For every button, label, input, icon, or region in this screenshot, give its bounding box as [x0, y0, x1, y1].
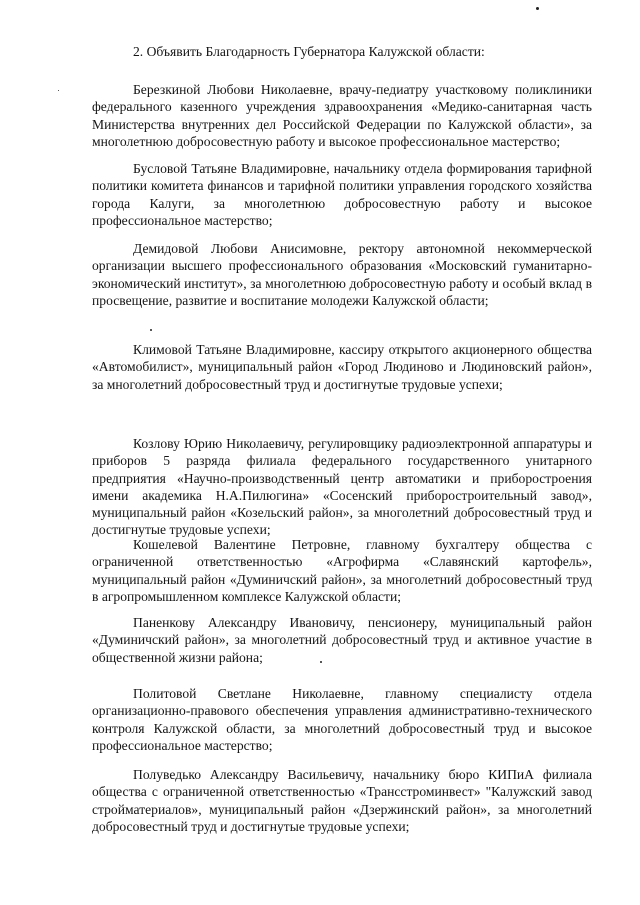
paragraph-poluvedko: Полуведько Александру Васильевичу, начальнику бюро КИПиА филиала общества с ограниченной ответственностью «Трансстроминвест» "Калужский завод стройматериалов», муниципальный район «Дзержинский район», за многолетний добросовестный труд и достигнутые трудовые успехи;	[92, 767, 592, 834]
paragraph-kozlov: Козлову Юрию Николаевичу, регулировщику радиоэлектронной аппаратуры и приборов 5 разряда филиала федерального государственного унитарного предприятия «Научно-производственный центр автоматики и приборостроения имени академика Н.А.Пилюгина» «Сосенский приборостроительный завод», муниципальный район «Козельский район», за многолетний добросовестный труд и достигнутые трудовые успехи;	[92, 436, 592, 538]
paragraph-berezkina: Березкиной Любови Николаевне, врачу-педиатру участковому поликлиники федерального казенного учреждения здравоохранения «Медико-санитарная часть Министерства внутренних дел Российской Федерации по Калужской области», за многолетнюю добросовестную работу и высокое профессиональное мастерство;	[92, 82, 592, 149]
paragraph-politova: Политовой Светлане Николаевне, главному специалисту отдела организационно-правового обеспечения управления административно-технического контроля Калужской области, за многолетний добросовестный труд и высокое профессиональное мастерство;	[92, 686, 592, 753]
scan-speck	[320, 661, 322, 663]
section-heading: 2. Объявить Благодарность Губернатора Калужской области:	[133, 44, 485, 59]
paragraph-demidova: Демидовой Любови Анисимовне, ректору автономной некоммерческой организации высшего профессионального образования «Московский гуманитарно-экономический институт», за многолетнюю добросовестную работу и особый вклад в просвещение, развитие и воспитание молодежи Калужской области;	[92, 241, 592, 308]
paragraph-klimova: Климовой Татьяне Владимировне, кассиру открытого акционерного общества «Автомобилист», муниципальный район «Город Людиново и Людиновский район», за многолетний добросовестный труд и достигнутые трудовые успехи;	[92, 342, 592, 392]
scan-speck	[58, 90, 59, 91]
scan-speck	[150, 329, 152, 331]
scan-speck	[536, 7, 539, 10]
paragraph-kosheleva: Кошелевой Валентине Петровне, главному бухгалтеру общества с ограниченной ответственностью «Агрофирма «Славянский картофель», муниципальный район «Думиничский район», за многолетний добросовестный труд в агропромышленном комплексе Калужской области;	[92, 537, 592, 604]
paragraph-buslova: Бусловой Татьяне Владимировне, начальнику отдела формирования тарифной политики комитета финансов и тарифной политики управления городского хозяйства города Калуги, за многолетнюю добросовестную работу и высокое профессиональное мастерство;	[92, 161, 592, 228]
paragraph-panenkov: Паненкову Александру Ивановичу, пенсионеру, муниципальный район «Думиничский район», за многолетний добросовестный труд и активное участие в общественной жизни района;	[92, 615, 592, 665]
